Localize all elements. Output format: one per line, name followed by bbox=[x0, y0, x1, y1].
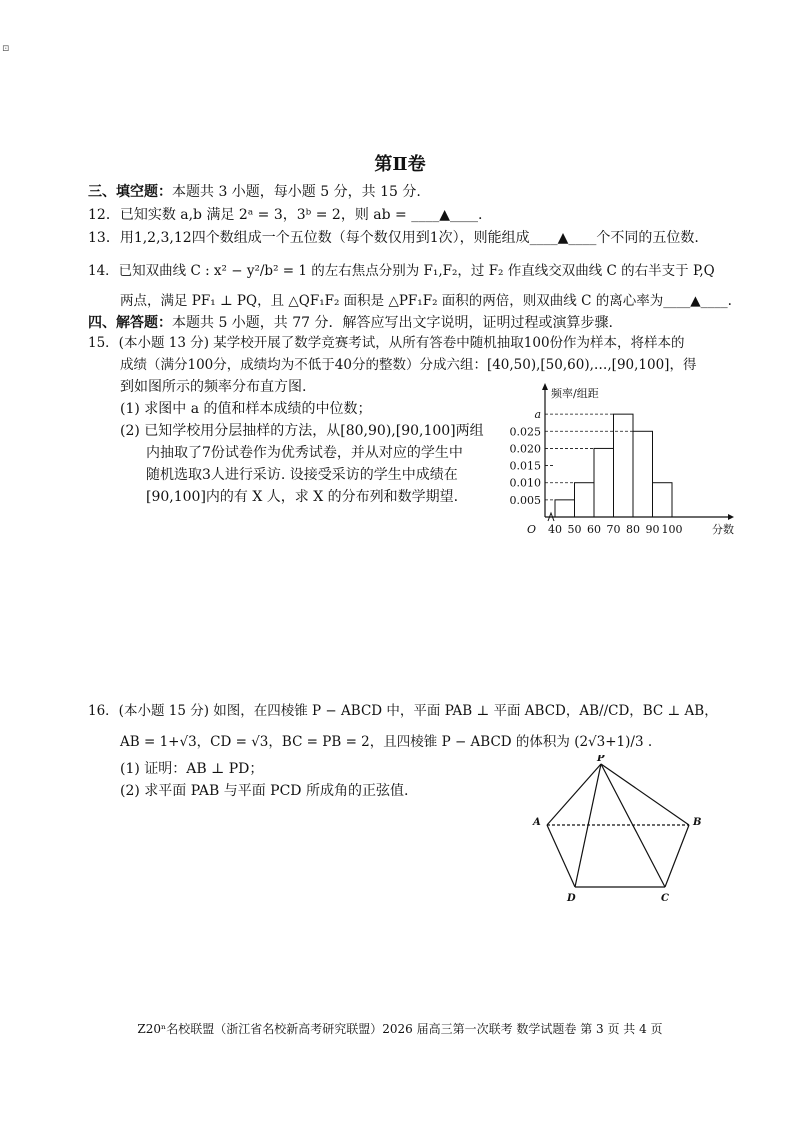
q15-line2: 成绩（满分100分，成绩均为不低于40分的整数）分成六组：[40,50),[50,60),…,[90,100]，得 bbox=[120, 357, 697, 373]
q15-part1: (1) 求图中 a 的值和样本成绩的中位数； bbox=[120, 401, 372, 417]
bar-60 bbox=[594, 448, 614, 517]
q16-part2: (2) 求平面 PAB 与平面 PCD 所成角的正弦值. bbox=[120, 783, 409, 799]
question-14-line2: 两点，满足 PF₁ ⊥ PQ，且 △QF₁F₂ 面积是 △PF₁F₂ 面积的两倍，则双曲线 C 的离心率为____▲____. bbox=[120, 293, 732, 309]
edge-cb bbox=[665, 825, 689, 887]
section-title: 第Ⅱ卷 bbox=[374, 154, 426, 175]
x-tick-label: 50 bbox=[567, 523, 582, 536]
label-d: D bbox=[567, 893, 576, 904]
q16-line2: AB = 1+√3，CD = √3，BC = PB = 2，且四棱锥 P − ABCD 的体积为 (2√3+1)/3 . bbox=[120, 734, 653, 750]
part3-head: 三、填空题： bbox=[88, 184, 172, 200]
part4-heading bbox=[88, 314, 613, 332]
y-axis-arrow bbox=[542, 383, 548, 390]
bar-80 bbox=[633, 431, 653, 517]
y-tick-label: 0.010 bbox=[509, 476, 541, 490]
frequency-histogram bbox=[500, 380, 740, 550]
q15-line3: 到如图所示的频率分布直方图. bbox=[120, 379, 307, 395]
label-b: B bbox=[693, 817, 702, 828]
page-footer: Z20ⁿ名校联盟（浙江省名校新高考研究联盟）2026 届高三第一次联考 数学试题卷 第 3 页 共 4 页 bbox=[137, 1022, 663, 1036]
x-tick-label: 70 bbox=[606, 523, 621, 536]
part3-heading bbox=[88, 183, 421, 201]
bar-90 bbox=[653, 483, 673, 517]
q16-line1: 16．(本小题 15 分) 如图，在四棱锥 P − ABCD 中，平面 PAB ⊥ 平面 ABCD，AB//CD，BC ⊥ AB， bbox=[88, 703, 718, 719]
pyramid-figure bbox=[525, 755, 715, 905]
y-axis-label: 频率/组距 bbox=[551, 387, 599, 400]
label-p: P bbox=[597, 755, 605, 764]
y-tick-label: a bbox=[534, 408, 541, 422]
q15-part2-line1: (2) 已知学校用分层抽样的方法，从[80,90),[90,100]两组 bbox=[120, 423, 484, 439]
edge-pa bbox=[547, 764, 601, 825]
edge-ad bbox=[547, 825, 575, 887]
part4-head: 四、解答题： bbox=[88, 315, 172, 331]
bar-40 bbox=[555, 500, 575, 517]
q15-line1: 15．(本小题 13 分) 某学校开展了数学竞赛考试，从所有答卷中随机抽取100份作为样本，将样本的 bbox=[88, 335, 685, 351]
x-axis-label: 分数 bbox=[712, 523, 734, 536]
question-13: 13．用1,2,3,12四个数组成一个五位数（每个数仅用到1次），则能组成____▲____个不同的五位数. bbox=[88, 230, 699, 246]
y-tick-label: 0.025 bbox=[509, 425, 541, 439]
x-tick-label: 90 bbox=[645, 523, 660, 536]
q15-part2-line2: 内抽取了7份试卷作为优秀试卷，并从对应的学生中 bbox=[146, 445, 463, 461]
bar-70 bbox=[614, 414, 634, 517]
y-tick-label: 0.015 bbox=[509, 459, 541, 473]
q15-part2-line3: 随机选取3人进行采访. 设接受采访的学生中成绩在 bbox=[146, 467, 458, 483]
part3-text: 本题共 3 小题，每小题 5 分，共 15 分. bbox=[172, 184, 421, 200]
x-axis-arrow bbox=[728, 514, 734, 520]
question-12: 12．已知实数 a,b 满足 2ᵃ = 3，3ᵇ = 2，则 ab = ____▲____. bbox=[88, 207, 483, 223]
question-14-line1: 14．已知双曲线 C : x² − y²/b² = 1 的左右焦点分别为 F₁,F₂，过 F₂ 作直线交双曲线 C 的右半支于 P,Q bbox=[88, 263, 715, 279]
label-c: C bbox=[661, 893, 669, 904]
y-tick-label: 0.005 bbox=[509, 493, 541, 507]
q16-part1: (1) 证明：AB ⊥ PD； bbox=[120, 761, 264, 777]
edge-pb bbox=[601, 764, 689, 825]
y-tick-label: 0.020 bbox=[509, 442, 541, 456]
x-tick-label: 100 bbox=[661, 523, 683, 536]
x-tick-label: 40 bbox=[548, 523, 562, 536]
x-tick-label: 60 bbox=[587, 523, 601, 536]
corner-mark: ⊡ bbox=[2, 44, 10, 54]
bar-50 bbox=[575, 483, 595, 517]
part4-text: 本题共 5 小题，共 77 分．解答应写出文字说明，证明过程或演算步骤. bbox=[172, 315, 613, 331]
x-tick-label: 80 bbox=[626, 523, 640, 536]
label-a: A bbox=[533, 817, 541, 828]
origin-label: O bbox=[527, 523, 537, 536]
q15-part2-line4: [90,100]内的有 X 人，求 X 的分布列和数学期望. bbox=[146, 489, 459, 505]
